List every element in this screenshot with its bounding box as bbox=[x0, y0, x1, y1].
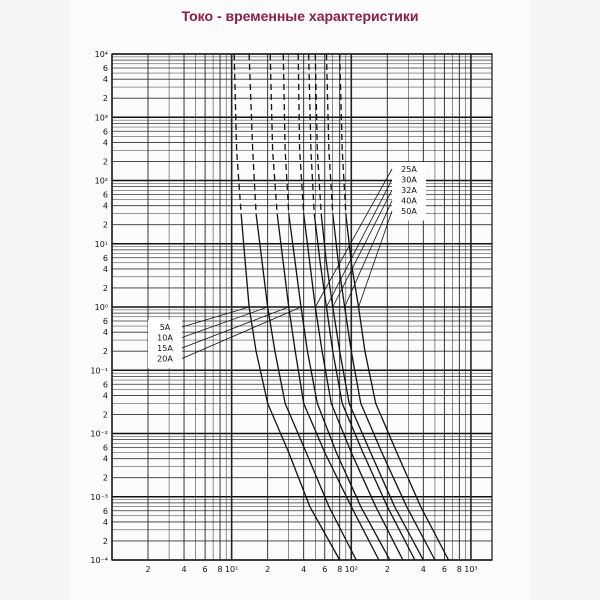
page-title: Токо - временные характеристики bbox=[181, 8, 419, 24]
y-decade-tick-label: 10⁰ bbox=[94, 303, 108, 312]
legend-label-50A: 50A bbox=[401, 207, 417, 216]
legend-leader-10A bbox=[182, 307, 268, 338]
y-minor-tick-label: 2 bbox=[102, 536, 108, 546]
x-tick-label: 2 bbox=[145, 565, 151, 574]
y-minor-tick-label: 4 bbox=[102, 264, 108, 274]
x-tick-label: 6 bbox=[441, 565, 447, 574]
x-tick-label: 2 bbox=[265, 565, 271, 574]
y-decade-tick-label: 10⁴ bbox=[94, 50, 108, 59]
curve-10A bbox=[256, 214, 356, 560]
y-minor-tick-label: 4 bbox=[102, 75, 108, 85]
y-minor-tick-label: 2 bbox=[102, 94, 108, 104]
y-minor-tick-label: 2 bbox=[102, 347, 108, 357]
y-minor-tick-label: 4 bbox=[102, 201, 108, 211]
curve-20A-upper bbox=[283, 54, 288, 214]
x-tick-label: 4 bbox=[181, 565, 187, 574]
curve-50A-upper bbox=[340, 54, 346, 214]
y-minor-tick-label: 2 bbox=[102, 157, 108, 167]
curve-15A-upper bbox=[270, 54, 277, 214]
y-minor-tick-label: 4 bbox=[102, 328, 108, 338]
x-tick-label: 4 bbox=[301, 565, 307, 574]
y-minor-tick-label: 4 bbox=[102, 454, 108, 464]
curve-30A-upper bbox=[309, 54, 315, 214]
legend-label-5A: 5A bbox=[159, 323, 171, 332]
y-decade-tick-label: 10¹ bbox=[94, 239, 108, 249]
y-minor-tick-label: 2 bbox=[102, 283, 108, 293]
y-decade-tick-label: 10⁻² bbox=[90, 429, 108, 439]
y-minor-tick-label: 4 bbox=[102, 138, 108, 148]
y-decade-tick-label: 10⁻¹ bbox=[90, 366, 108, 376]
x-tick-label: 10² bbox=[344, 565, 358, 574]
curve-25A-upper bbox=[298, 54, 303, 214]
x-tick-label: 6 bbox=[322, 565, 328, 574]
legend-label-30A: 30A bbox=[401, 175, 417, 185]
y-minor-tick-label: 4 bbox=[102, 517, 108, 527]
x-tick-label: 4 bbox=[420, 565, 426, 574]
curve-5A-upper bbox=[234, 54, 241, 214]
y-decade-tick-label: 10³ bbox=[94, 113, 108, 123]
legend-label-20A: 20A bbox=[157, 354, 173, 364]
x-tick-label: 6 bbox=[202, 565, 208, 574]
y-minor-tick-label: 2 bbox=[102, 410, 108, 420]
y-minor-tick-label: 6 bbox=[102, 506, 108, 516]
y-minor-tick-label: 6 bbox=[102, 190, 108, 200]
curve-10A-upper bbox=[249, 54, 256, 214]
x-tick-label: 2 bbox=[384, 565, 390, 574]
y-minor-tick-label: 2 bbox=[102, 473, 108, 483]
y-minor-tick-label: 6 bbox=[102, 64, 108, 74]
legend-label-40A: 40A bbox=[401, 196, 417, 206]
legend-leader-20A bbox=[182, 307, 301, 359]
y-minor-tick-label: 6 bbox=[102, 253, 108, 263]
x-tick-label: 8 bbox=[217, 565, 223, 574]
y-decade-tick-label: 10⁻⁴ bbox=[90, 556, 108, 565]
legend-label-15A: 15A bbox=[157, 344, 173, 353]
y-minor-tick-label: 2 bbox=[102, 220, 108, 230]
y-minor-tick-label: 6 bbox=[102, 443, 108, 453]
legend-label-32A: 32A bbox=[401, 186, 417, 195]
y-minor-tick-label: 6 bbox=[102, 317, 108, 327]
x-tick-label: 8 bbox=[456, 565, 462, 574]
curve-32A-upper bbox=[315, 54, 321, 214]
y-decade-tick-label: 10² bbox=[94, 176, 108, 186]
y-minor-tick-label: 6 bbox=[102, 380, 108, 390]
x-tick-label: 10¹ bbox=[224, 565, 239, 574]
legend-label-10A: 10A bbox=[157, 333, 173, 343]
y-decade-tick-label: 10⁻³ bbox=[90, 492, 108, 502]
legend-leader-32A bbox=[333, 190, 392, 307]
x-tick-label: 10³ bbox=[464, 565, 478, 574]
legend-label-25A: 25A bbox=[401, 165, 417, 174]
x-tick-label: 8 bbox=[337, 565, 343, 574]
curve-40A-upper bbox=[326, 54, 332, 214]
y-minor-tick-label: 4 bbox=[102, 391, 108, 401]
y-minor-tick-label: 6 bbox=[102, 127, 108, 137]
